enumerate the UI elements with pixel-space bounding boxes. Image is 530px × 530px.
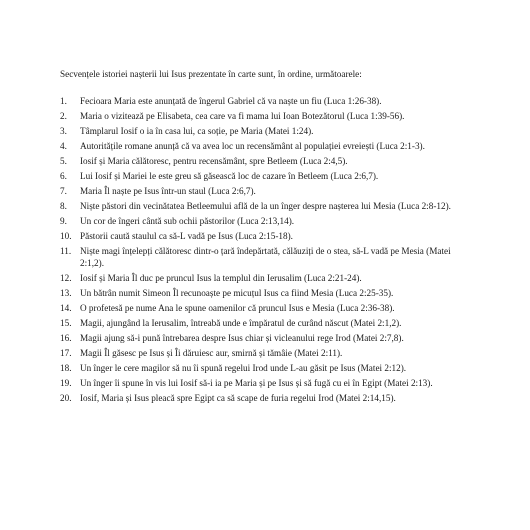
list-item-number: 9. <box>60 216 67 226</box>
list-item <box>60 362 475 374</box>
list-item-text: Niște păstori din vecinătatea Betleemului află de la un înger despre nașterea lui Mesia (Luca 2:8-12). <box>80 201 451 211</box>
list-item <box>60 332 475 344</box>
list-item-text: Magii ajung să-i pună întrebarea despre Isus chiar și vicleanului rege Irod (Matei 2:7,8). <box>80 333 404 343</box>
list-item <box>60 200 475 212</box>
list-item-text: Lui Iosif și Mariei le este greu să găsească loc de cazare în Betleem (Luca 2:6,7). <box>80 171 379 181</box>
list-item-number: 16. <box>60 333 72 343</box>
list-item-text: Autoritățile romane anunță că va avea loc un recensământ al populației evreiești (Luca 2:1-3). <box>80 141 425 151</box>
list-item-text: Un cor de îngeri cântă sub ochii păstorilor (Luca 2:13,14). <box>80 216 295 226</box>
document-page <box>60 68 475 407</box>
list-item <box>60 215 475 227</box>
list-item-number: 10. <box>60 231 72 241</box>
list-item-number: 12. <box>60 273 72 283</box>
list-item-text: Iosif și Maria Îl duc pe pruncul Isus la templul din Ierusalim (Luca 2:21-24). <box>80 273 362 283</box>
list-item <box>60 125 475 137</box>
list-item-number: 18. <box>60 363 72 373</box>
list-item-number: 1. <box>60 96 67 106</box>
events-list <box>60 95 475 404</box>
list-item-number: 3. <box>60 126 67 136</box>
list-item-number: 2. <box>60 111 67 121</box>
list-item-text: Iosif și Maria călătoresc, pentru recensământ, spre Betleem (Luca 2:4,5). <box>80 156 348 166</box>
list-item <box>60 317 475 329</box>
list-item <box>60 95 475 107</box>
list-item <box>60 140 475 152</box>
list-item-text: Magii Îl găsesc pe Isus și Îi dăruiesc aur, smirnă și tămâie (Matei 2:11). <box>80 348 343 358</box>
intro-paragraph: Secvențele istoriei nașterii lui Isus prezentate în carte sunt, în ordine, următoarele: <box>60 69 362 79</box>
list-item-number: 19. <box>60 378 72 388</box>
list-item-text: Fecioara Maria este anunțată de îngerul Gabriel că va naște un fiu (Luca 1:26-38). <box>80 96 382 106</box>
list-item-text: Niște magi înțelepți călătoresc dintr-o țară îndepărtată, călăuziți de o stea, să-L vadă pe Mesia (Matei 2:1,2). <box>80 246 451 268</box>
list-item-text: Păstorii caută staulul ca să-L vadă pe Isus (Luca 2:15-18). <box>80 231 293 241</box>
list-item <box>60 302 475 314</box>
list-item <box>60 185 475 197</box>
list-item-text: Magii, ajungând la Ierusalim, întreabă unde e împăratul de curând născut (Matei 2:1,2). <box>80 318 402 328</box>
list-item-number: 15. <box>60 318 72 328</box>
list-item-text: Tâmplarul Iosif o ia în casa lui, ca soție, pe Maria (Matei 1:24). <box>80 126 314 136</box>
list-item <box>60 170 475 182</box>
list-item <box>60 392 475 404</box>
list-item <box>60 287 475 299</box>
list-item-text: Un bătrân numit Simeon Îl recunoaște pe micuțul Isus ca fiind Mesia (Luca 2:25-35). <box>80 288 394 298</box>
list-item <box>60 110 475 122</box>
list-item <box>60 377 475 389</box>
list-item-number: 13. <box>60 288 72 298</box>
list-item <box>60 155 475 167</box>
list-item-text: Maria Îl naște pe Isus într-un staul (Luca 2:6,7). <box>80 186 256 196</box>
list-item-text: Un înger le cere magilor să nu îi spună regelui Irod unde L-au găsit pe Isus (Matei 2:12). <box>80 363 407 373</box>
list-item-number: 5. <box>60 156 67 166</box>
list-item-number: 17. <box>60 348 72 358</box>
list-item-text: Maria o vizitează pe Elisabeta, cea care va fi mama lui Ioan Botezătorul (Luca 1:39-56). <box>80 111 405 121</box>
list-item-number: 14. <box>60 303 72 313</box>
list-item <box>60 245 475 269</box>
list-item <box>60 272 475 284</box>
list-item-text: Iosif, Maria și Isus pleacă spre Egipt ca să scape de furia regelui Irod (Matei 2:14,15). <box>80 393 396 403</box>
list-item-number: 6. <box>60 171 67 181</box>
list-item-number: 11. <box>60 246 72 256</box>
list-item <box>60 347 475 359</box>
list-item <box>60 230 475 242</box>
list-item-number: 8. <box>60 201 67 211</box>
list-item-number: 20. <box>60 393 72 403</box>
list-item-number: 7. <box>60 186 67 196</box>
list-item-text: Un înger îi spune în vis lui Iosif să-i ia pe Maria și pe Isus și să fugă cu ei în Egipt (Matei 2:13). <box>80 378 433 388</box>
list-item-text: O profetesă pe nume Ana le spune oamenilor că pruncul Isus e Mesia (Luca 2:36-38). <box>80 303 395 313</box>
list-item-number: 4. <box>60 141 67 151</box>
